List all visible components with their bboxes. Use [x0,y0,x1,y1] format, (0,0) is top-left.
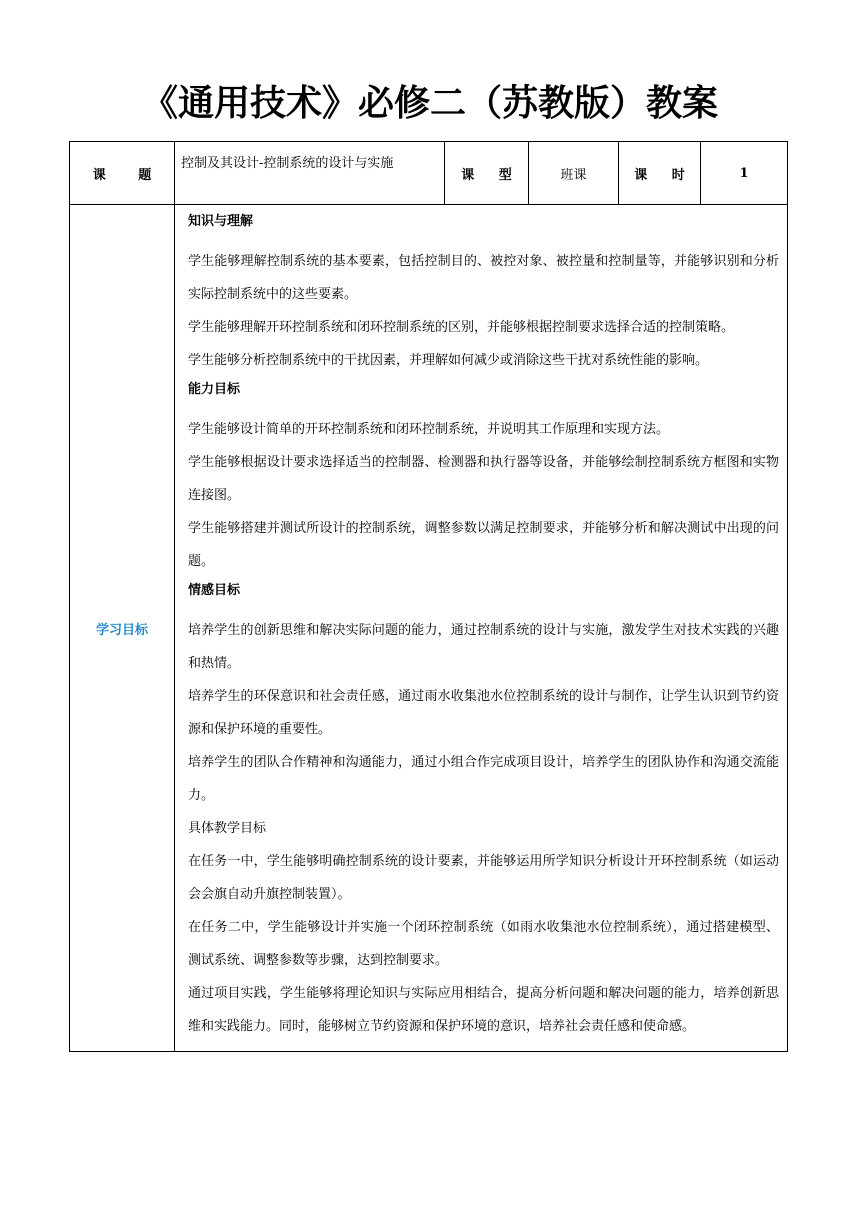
knowledge-item: 学生能够理解开环控制系统和闭环控制系统的区别，并能够根据控制要求选择合适的控制策略。 [188,320,735,335]
ability-item: 学生能够搭建并测试所设计的控制系统，调整参数以满足控制要求，并能够分析和解决测试中出现的问题。 [188,521,779,569]
topic-label: 课 题 [70,142,175,205]
lesson-plan-table [69,141,788,1052]
objectives-content [175,205,788,1052]
ability-heading: 能力目标 [188,382,241,397]
topic-value: 控制及其设计-控制系统的设计与实施 [175,142,445,205]
objectives-label: 学习目标 [70,205,175,1052]
ability-item: 学生能够设计简单的开环控制系统和闭环控制系统，并说明其工作原理和实现方法。 [188,422,670,437]
ability-item: 学生能够根据设计要求选择适当的控制器、检测器和执行器等设备，并能够绘制控制系统方框图和实物连接图。 [188,455,779,503]
emotion-item: 培养学生的环保意识和社会责任感，通过雨水收集池水位控制系统的设计与制作，让学生认识到节约资源和保护环境的重要性。 [188,689,779,737]
hours-value: 1 [701,142,788,205]
emotion-item: 培养学生的创新思维和解决实际问题的能力，通过控制系统的设计与实施，激发学生对技术实践的兴趣和热情。 [188,623,779,671]
specific-heading: 具体教学目标 [188,821,267,836]
header-row [70,142,788,205]
type-label: 课 型 [445,142,529,205]
knowledge-item: 学生能够理解控制系统的基本要素，包括控制目的、被控对象、被控量和控制量等，并能够识别和分析实际控制系统中的这些要素。 [188,254,779,302]
specific-item: 在任务一中，学生能够明确控制系统的设计要素，并能够运用所学知识分析设计开环控制系统（如运动会会旗自动升旗控制装置）。 [188,854,779,902]
knowledge-item: 学生能够分析控制系统中的干扰因素，并理解如何减少或消除这些干扰对系统性能的影响。 [188,353,709,368]
hours-label: 课 时 [619,142,701,205]
document-title: 《通用技术》必修二（苏教版）教案 [141,83,718,124]
specific-item: 通过项目实践，学生能够将理论知识与实际应用相结合，提高分析问题和解决问题的能力，培养创新思维和实践能力。同时，能够树立节约资源和保护环境的意识，培养社会责任感和使命感。 [188,986,779,1034]
specific-item: 在任务二中，学生能够设计并实施一个闭环控制系统（如雨水收集池水位控制系统），通过搭建模型、测试系统、调整参数等步骤，达到控制要求。 [188,920,779,968]
type-value: 班课 [529,142,619,205]
emotion-heading: 情感目标 [188,583,241,598]
objectives-row [70,205,788,1052]
emotion-item: 培养学生的团队合作精神和沟通能力，通过小组合作完成项目设计，培养学生的团队协作和沟通交流能力。 [188,755,779,803]
knowledge-heading: 知识与理解 [188,214,254,229]
